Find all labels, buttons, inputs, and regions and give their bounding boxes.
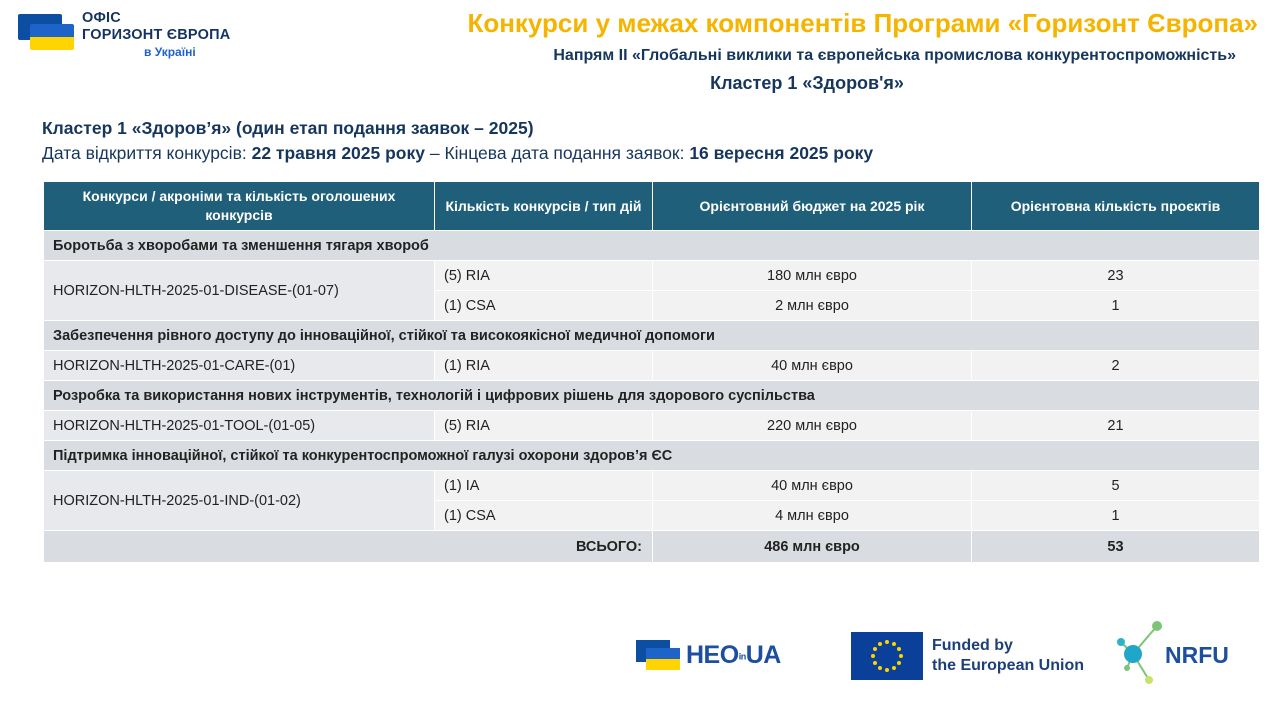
deadline-date: 16 вересня 2025 року bbox=[689, 143, 874, 163]
eu-ukraine-flags-icon bbox=[18, 10, 74, 50]
heo-ua-text: UA bbox=[745, 640, 781, 669]
eu-ukraine-flags-icon bbox=[636, 640, 680, 670]
dates-separator: – bbox=[424, 143, 445, 163]
col-header-budget: Орієнтовний бюджет на 2025 рік bbox=[653, 182, 972, 231]
group-row bbox=[44, 321, 1260, 351]
table-row bbox=[44, 411, 1260, 441]
nrfu-logo bbox=[1115, 618, 1245, 690]
project-count: 1 bbox=[972, 291, 1260, 321]
action-type: (1) RIA bbox=[435, 351, 653, 381]
call-acronym: HORIZON-HLTH-2025-01-CARE-(01) bbox=[44, 351, 435, 381]
intro-block bbox=[42, 116, 873, 166]
action-type: (1) CSA bbox=[435, 291, 653, 321]
col-header-projects: Орієнтовна кількість проєктів bbox=[972, 182, 1260, 231]
table-row bbox=[44, 471, 1260, 501]
open-date: 22 травня 2025 року bbox=[251, 143, 425, 163]
page-subtitle: Напрям II «Глобальні виклики та європейська промислова конкурентоспроможність» bbox=[553, 47, 1236, 64]
total-label: ВСЬОГО: bbox=[44, 531, 653, 563]
office-logo-line3: в Україні bbox=[144, 45, 196, 59]
budget: 4 млн євро bbox=[653, 501, 972, 531]
action-type: (5) RIA bbox=[435, 261, 653, 291]
funded-by-eu-logo bbox=[851, 632, 1084, 680]
deadline-label: Кінцева дата подання заявок: bbox=[444, 143, 690, 163]
heo-in-ua-logo bbox=[636, 640, 781, 670]
office-logo-line2: ГОРИЗОНТ ЄВРОПА bbox=[82, 27, 231, 43]
intro-dates bbox=[42, 141, 873, 166]
budget: 220 млн євро bbox=[653, 411, 972, 441]
total-row bbox=[44, 531, 1260, 563]
intro-heading: Кластер 1 «Здоров’я» (один етап подання заявок – 2025) bbox=[42, 118, 534, 138]
call-acronym: HORIZON-HLTH-2025-01-TOOL-(01-05) bbox=[44, 411, 435, 441]
open-date-label: Дата відкриття конкурсів: bbox=[42, 143, 252, 163]
budget: 180 млн євро bbox=[653, 261, 972, 291]
call-acronym: HORIZON-HLTH-2025-01-DISEASE-(01-07) bbox=[44, 261, 435, 321]
project-count: 21 bbox=[972, 411, 1260, 441]
office-logo-line1: ОФІС bbox=[82, 10, 121, 26]
eu-funded-line1: Funded by bbox=[932, 637, 1013, 654]
project-count: 23 bbox=[972, 261, 1260, 291]
action-type: (1) IA bbox=[435, 471, 653, 501]
budget: 2 млн євро bbox=[653, 291, 972, 321]
project-count: 2 bbox=[972, 351, 1260, 381]
cluster-title: Кластер 1 «Здоров'я» bbox=[710, 73, 904, 93]
project-count: 1 bbox=[972, 501, 1260, 531]
group-row bbox=[44, 441, 1260, 471]
eu-flag-icon bbox=[851, 632, 923, 680]
group-title: Боротьба з хворобами та зменшення тягаря хвороб bbox=[44, 231, 1260, 261]
table-row bbox=[44, 261, 1260, 291]
page-title: Конкурси у межах компонентів Програми «Горизонт Європа» bbox=[467, 8, 1258, 38]
group-title: Забезпечення рівного доступу до інноваційної, стійкої та високоякісної медичної допомоги bbox=[44, 321, 1260, 351]
nrfu-text: NRFU bbox=[1165, 642, 1229, 668]
heo-text: HEO bbox=[686, 640, 739, 669]
action-type: (1) CSA bbox=[435, 501, 653, 531]
eu-funded-line2: the European Union bbox=[932, 657, 1084, 674]
table-row bbox=[44, 351, 1260, 381]
heo-in-text: in bbox=[738, 650, 746, 661]
action-type: (5) RIA bbox=[435, 411, 653, 441]
group-title: Підтримка інноваційної, стійкої та конкурентоспроможної галузі охорони здоров’я ЄС bbox=[44, 441, 1260, 471]
col-header-type: Кількість конкурсів / тип дій bbox=[435, 182, 653, 231]
office-horizon-europe-logo bbox=[18, 10, 230, 61]
call-acronym: HORIZON-HLTH-2025-01-IND-(01-02) bbox=[44, 471, 435, 531]
budget: 40 млн євро bbox=[653, 351, 972, 381]
total-budget: 486 млн євро bbox=[653, 531, 972, 563]
table-header-row bbox=[44, 182, 1260, 231]
calls-table bbox=[43, 181, 1260, 563]
budget: 40 млн євро bbox=[653, 471, 972, 501]
group-row bbox=[44, 381, 1260, 411]
group-title: Розробка та використання нових інструментів, технологій і цифрових рішень для здорового суспільства bbox=[44, 381, 1260, 411]
total-projects: 53 bbox=[972, 531, 1260, 563]
col-header-calls: Конкурси / акроніми та кількість оголошених конкурсів bbox=[44, 182, 435, 231]
project-count: 5 bbox=[972, 471, 1260, 501]
group-row bbox=[44, 231, 1260, 261]
